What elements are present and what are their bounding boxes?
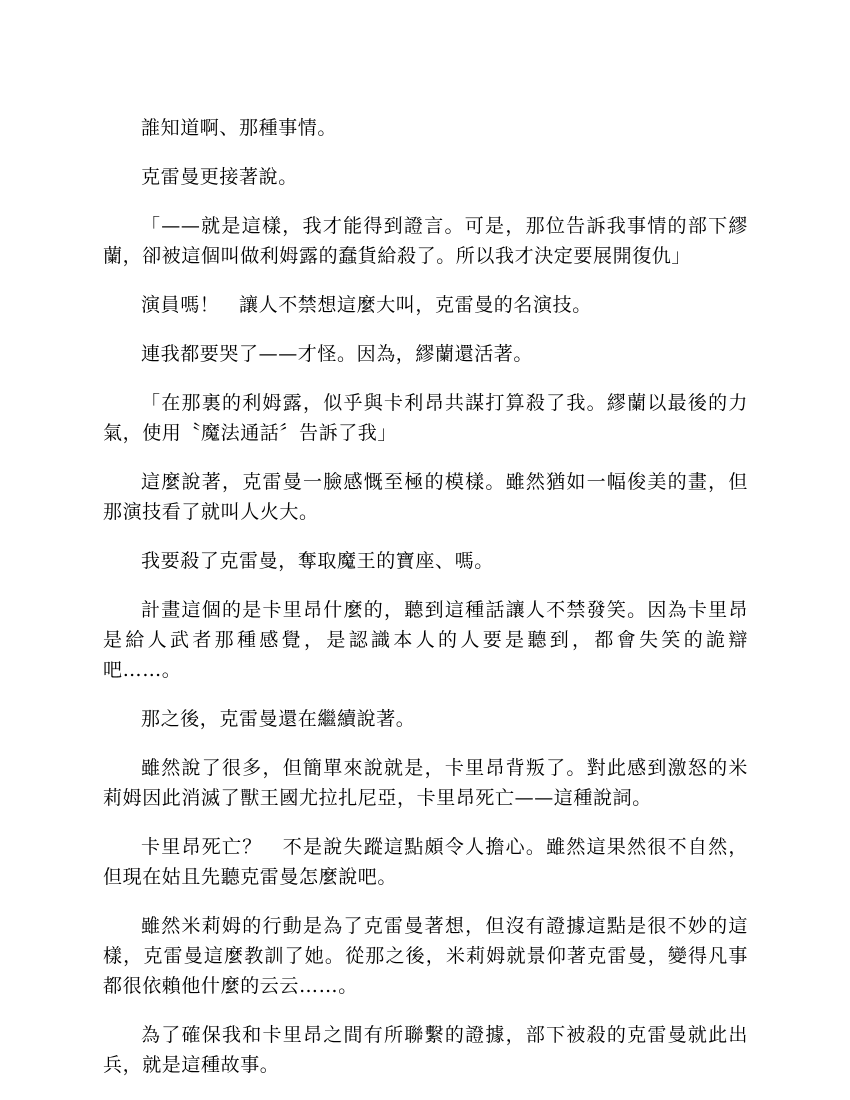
- paragraph: 這麼說著，克雷曼一臉感慨至極的模樣。雖然猶如一幅俊美的畫，但那演技看了就叫人火大。: [103, 471, 748, 523]
- paragraph: 我要殺了克雷曼，奪取魔王的寶座、嗎。: [141, 550, 494, 572]
- paragraph: 雖然說了很多，但簡單來說就是，卡里昂背叛了。對此感到激怒的米莉姆因此消滅了獸王國尤拉扎尼亞，卡里昂死亡——這種說詞。: [103, 757, 748, 809]
- paragraph: 那之後，克雷曼還在繼續說著。: [141, 708, 416, 730]
- paragraph: 為了確保我和卡里昂之間有所聯繫的證據，部下被殺的克雷曼就此出兵，就是這種故事。: [103, 1024, 748, 1076]
- document-page: [103, 113, 748, 1099]
- paragraph: 雖然米莉姆的行動是為了克雷曼著想，但沒有證據這點是很不妙的這樣，克雷曼這麼教訓了她。從那之後，米莉姆就景仰著克雷曼，變得凡事都很依賴他什麼的云云……。: [103, 915, 748, 997]
- paragraph: 「在那裏的利姆露，似乎與卡利昂共謀打算殺了我。繆蘭以最後的力氣，使用〝魔法通話〞告訴了我」: [103, 392, 748, 444]
- paragraph: 克雷曼更接著說。: [141, 166, 298, 188]
- paragraph: 「——就是這樣，我才能得到證言。可是，那位告訴我事情的部下繆蘭，卻被這個叫做利姆露的蠢貨給殺了。所以我才決定要展開復仇」: [103, 215, 748, 267]
- paragraph: 卡里昂死亡？ 不是說失蹤這點頗令人擔心。雖然這果然很不自然，但現在姑且先聽克雷曼怎麼說吧。: [103, 836, 748, 888]
- paragraph: 演員嗎！ 讓人不禁想這麼大叫，克雷曼的名演技。: [141, 294, 592, 316]
- paragraph: 連我都要哭了——才怪。因為，繆蘭還活著。: [141, 343, 534, 365]
- paragraph: 誰知道啊、那種事情。: [141, 117, 338, 139]
- paragraph: 計畫這個的是卡里昂什麼的，聽到這種話讓人不禁發笑。因為卡里昂是給人武者那種感覺，是認識本人的人要是聽到，都會失笑的詭辯吧……。: [103, 599, 748, 681]
